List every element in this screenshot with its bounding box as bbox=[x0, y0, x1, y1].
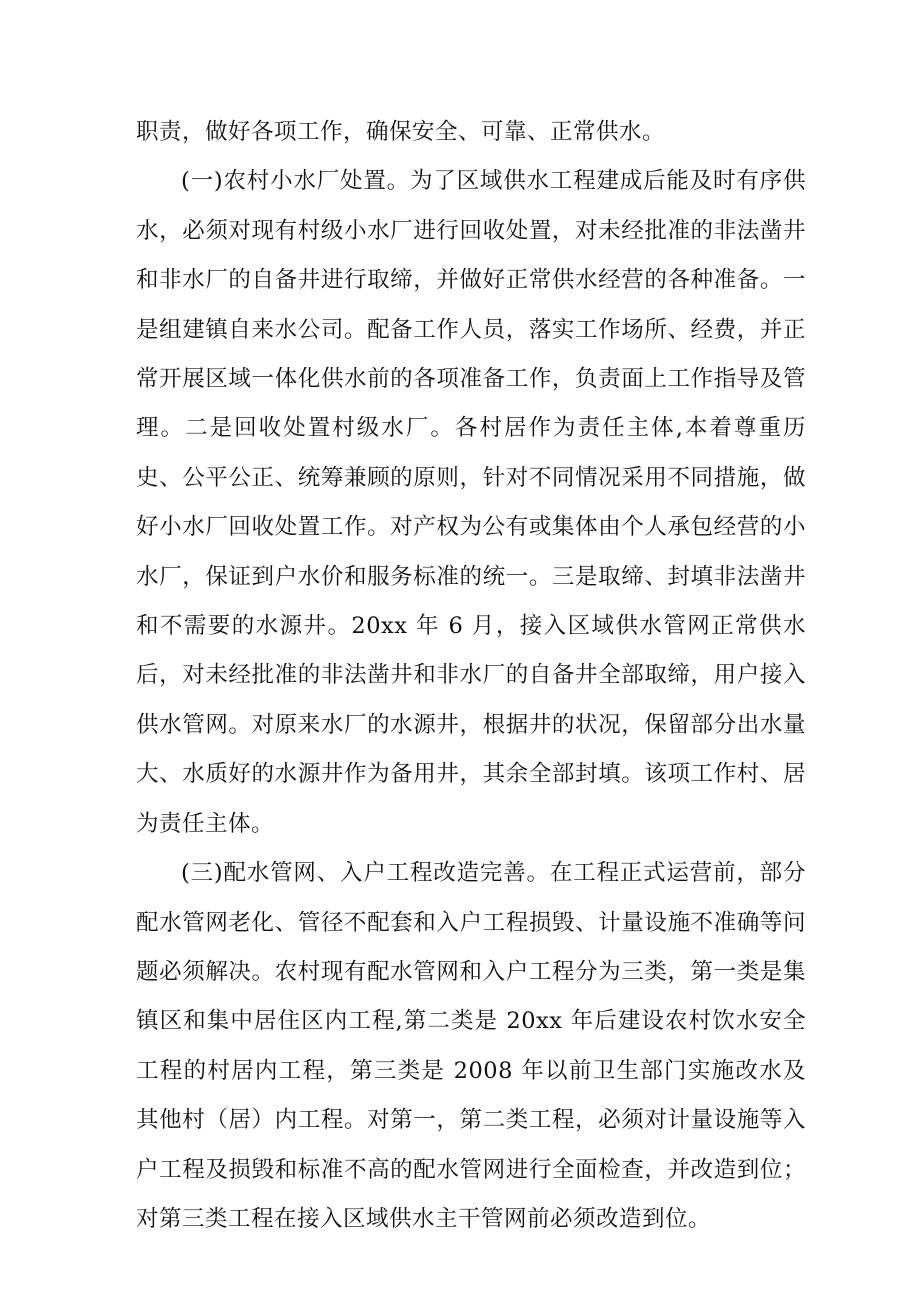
paragraph-continuation: 职责，做好各项工作，确保安全、可靠、正常供水。 bbox=[136, 119, 666, 145]
paragraph-rural-water-plants: (一)农村小水厂处置。为了区域供水工程建成后能及时有序供水，必须对现有村级小水厂进行回收处置，对未经批准的非法凿井和非水厂的自备井进行取缔，并做好正常供水经营的各种准备。一是组建镇自来水公司。配备工作人员，落实工作场所、经费，并正常开展区域一体化供水前的各项准备工作，负责面上工作指导及管理。二是回收处置村级水厂。各村居作为责任主体,本着尊重历史、公平公正、统筹兼顾的原则，针对不同情况采用不同措施，做好小水厂回收处置工作。对产权为公有或集体由个人承包经营的小水厂，保证到户水价和服务标准的统一。三是取缔、封填非法凿井和不需要的水源井。20xx 年 6 月，接入区域供水管网正常供水后，对未经批准的非法凿井和非水厂的自备井全部取缔，用户接入供水管网。对原来水厂的水源井，根据井的状况，保留部分出水量大、水质好的水源井作为备用井，其余全部封填。该项工作村、居为责任主体。 bbox=[136, 168, 806, 837]
paragraph-pipe-network-upgrade: (三)配水管网、入户工程改造完善。在工程正式运营前，部分配水管网老化、管径不配套和入户工程损毁、计量设施不准确等问题必须解决。农村现有配水管网和入户工程分为三类，第一类是集镇区和集中居住区内工程,第二类是 20xx 年后建设农村饮水安全工程的村居内工程，第三类是 2008 年以前卫生部门实施改水及其他村（居）内工程。对第一，第二类工程，必须对计量设施等入户工程及损毁和标准不高的配水管网进行全面检查，并改造到位；对第三类工程在接入区域供水主干管网前必须改造到位。 bbox=[136, 860, 806, 1232]
document-body bbox=[136, 108, 806, 1244]
